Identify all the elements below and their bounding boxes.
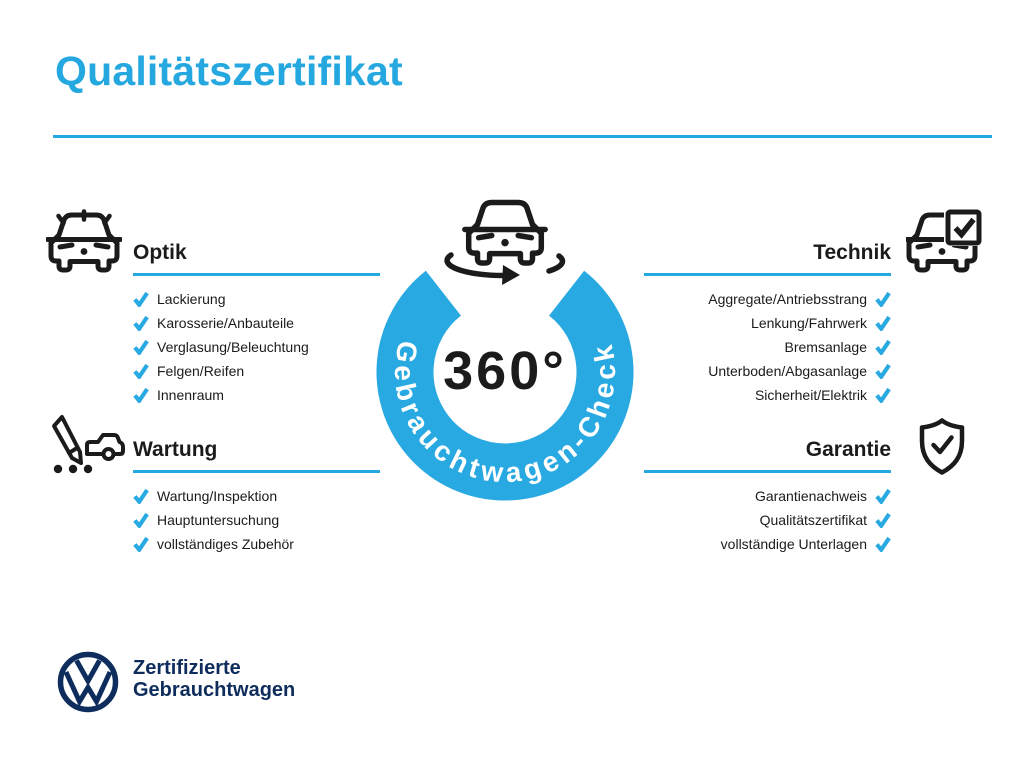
section-divider [644,470,891,473]
checklist-item [644,311,891,335]
checklist-item-label: Lackierung [157,291,226,307]
checklist-item-label: Lenkung/Fahrwerk [751,315,867,331]
checklist-item [644,335,891,359]
checklist-item [133,335,380,359]
check-icon [875,488,891,504]
section-title: Optik [133,241,187,264]
checklist-item-label: Aggregate/Antriebsstrang [708,291,867,307]
pencil-car-checklist-icon [45,414,125,476]
section-title: Garantie [805,438,891,461]
checklist-item-label: Felgen/Reifen [157,363,245,379]
section-wartung [133,437,380,556]
check-icon [133,488,149,504]
checklist-item [133,484,380,508]
360-badge [363,193,647,505]
check-icon [133,339,149,355]
shield-check-icon [914,417,970,477]
section-divider [644,273,891,276]
checklist-item [644,287,891,311]
check-icon [875,315,891,331]
checklist [133,484,380,556]
check-icon [875,387,891,403]
checklist-item-label: Qualitätszertifikat [759,512,867,528]
check-icon [133,512,149,528]
section-technik [644,240,891,407]
section-divider [133,470,380,473]
check-icon [133,536,149,552]
checklist-item-label: Karosserie/Anbauteile [157,315,294,331]
car-rotation-icon [447,203,562,286]
check-icon [875,339,891,355]
check-icon [133,363,149,379]
checklist-item-label: Sicherheit/Elektrik [754,387,867,403]
car-shine-icon [46,209,122,275]
checklist-item-label: Innenraum [157,387,224,403]
checklist [644,484,891,556]
checklist-item [133,311,380,335]
section-optik [133,240,380,407]
brand-text [133,657,295,701]
checklist-item-label: vollständige Unterlagen [720,536,867,552]
checklist-item [133,532,380,556]
section-garantie [644,437,891,556]
badge-degree-label: 360° [443,341,567,401]
badge-ring-label: Gebrauchtwagen-Check [388,338,622,489]
checklist-item-label: Verglasung/Beleuchtung [157,339,309,355]
check-icon [133,291,149,307]
checklist-item-label: Bremsanlage [784,339,867,355]
checklist-item-label: Unterboden/Abgasanlage [708,363,867,379]
car-checkbox-icon [906,209,982,275]
checklist-item [644,484,891,508]
checklist-item [133,359,380,383]
checklist-item-label: vollständiges Zubehör [157,536,294,552]
checklist-item [644,383,891,407]
check-icon [133,387,149,403]
checklist-item [133,383,380,407]
checklist-item-label: Garantienachweis [754,488,867,504]
brand-text-line1: Zertifizierte [133,657,241,679]
check-icon [875,512,891,528]
checklist [644,287,891,407]
section-divider [133,273,380,276]
vw-logo [56,650,120,714]
check-icon [875,363,891,379]
page-title: Qualitätszertifikat [55,48,403,94]
checklist-item [644,508,891,532]
check-icon [133,315,149,331]
section-title: Wartung [133,438,218,461]
checklist-item [133,508,380,532]
checklist [133,287,380,407]
check-icon [875,291,891,307]
section-title: Technik [813,241,891,264]
title-divider [53,135,992,138]
checklist-item-label: Wartung/Inspektion [157,488,278,504]
checklist-item [644,359,891,383]
checklist-item-label: Hauptuntersuchung [157,512,280,528]
check-icon [875,536,891,552]
checklist-item [644,532,891,556]
checklist-item [133,287,380,311]
brand-text-line2: Gebrauchtwagen [133,679,296,701]
